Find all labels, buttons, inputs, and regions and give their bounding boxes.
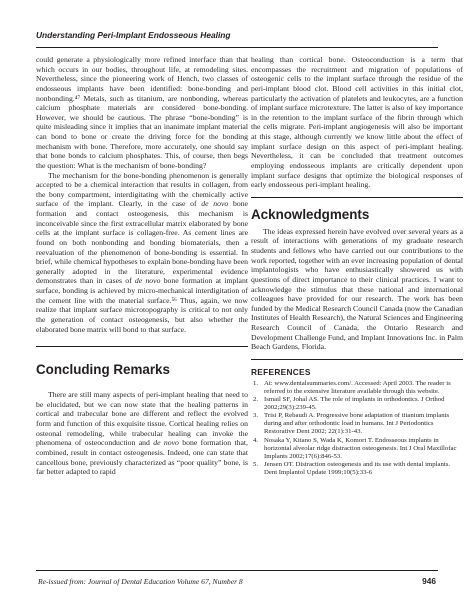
concluding-remarks-heading: Concluding Remarks	[36, 362, 170, 378]
reference-item	[251, 412, 463, 436]
references-list	[251, 380, 463, 477]
acknowledgments-heading: Acknowledgments	[251, 206, 370, 222]
running-header-title: Understanding Peri-Implant Endosseous Healing	[36, 30, 231, 40]
reference-number: 5.	[253, 460, 259, 468]
reference-number: 2.	[253, 396, 259, 404]
left-paragraph-1: could generate a physiologically more refined interface than that which occurs in our bodies, throughout life, at remodeling sites. Nevertheless, since the pioneering work of Hench, two classes of endosseous implants have been identified: bone-bonding and nonbonding.⁴⁷ Metals, such as titanium, are nonbonding, whereas calcium phosphate materials are considered bone-bonding. However, we should be cautious. The phrase “bone-bonding” is quite misleading since it implies that an inanimate implant material can bond to bone or create the driving force for the bonding mechanism with bone. Therefore, more accurately, one should say that bone bonds to calcium phosphates. This, of course, then begs the question: What is the mechanism of bone-bonding?	[36, 55, 248, 170]
references-heading: REFERENCES	[251, 366, 311, 377]
reference-text: At: www.dentalsummaries.com/. Accessed: April 2003. The reader is referred to the extensive literature available through this website.	[264, 379, 451, 395]
section-rule	[251, 197, 463, 198]
right-column	[251, 55, 463, 477]
concluding-paragraph: There are still many aspects of peri-implant healing that need to be elucidated, but we can now state that the healing patterns in cortical and trabecular bone are different and reflect the evolved form and function of this exquisite tissue. Cortical healing relies on osteonal remodeling, while trabecular healing can invoke the phenomena of osteoconduction and de novo bone formation that, combined, result in contact osteogenesis. Indeed, one can state that cancellous bone, previously characterized as “poor quality” bone, is far better adapted to rapid	[36, 390, 248, 477]
reference-text: Jensen OT. Distraction osteogenesis and its use with dental implants. Dent Implantol Update 1999;10(5):33-6	[264, 460, 451, 476]
right-paragraph-1: healing than cortical bone. Osteoconduction is a term that encompasses the recruitment and migration of populations of osteogenic cells to the implant surface through the residue of the peri-implant blood clot. Blood cell activities in this initial clot, particularly the activation of platelets and leukocytes, are a function of implant surface microtexture. The latter is also of key importance in the retention to the implant surface of the fibrin through which the cells migrate. Peri-implant angiogenesis will also be important at this stage, although currently we know little about the effect of implant surface design on this aspect of peri-implant healing. Nevertheless, it can be concluded that treatment outcomes employing endosseous implants are critically dependent upon implant surface designs that optimize the biological responses of early endosseous peri-implant healing.	[251, 55, 463, 190]
italic-term: de novo	[153, 438, 179, 448]
reference-number: 3.	[253, 412, 259, 420]
italic-term: de novo	[134, 276, 161, 286]
reference-number: 4.	[253, 436, 259, 444]
header-rule	[36, 47, 438, 48]
reference-number: 1.	[253, 379, 259, 387]
reference-item	[251, 437, 463, 461]
reference-item	[251, 380, 463, 396]
page-number: 946	[422, 576, 436, 586]
reference-item	[251, 461, 463, 477]
acknowledgments-paragraph: The ideas expressed herein have evolved over several years as a result of interactions with generations of my graduate research students and fellows who have carried out our contributions to the work reported, together with an ever increasing population of dental implantologists who have enthusiastically showered us with questions of direct importance to their clinical practices. I want to acknowledge the stimulus that these national and international colleagues have provided for our research. The work has been funded by the Medical Research Council Canada (now the Canadian Institutes of Health Research), the Natural Sciences and Engineering Research Council of Canada, the Ontario Research and Development Challenge Fund, and Implant Innovations Inc. in Palm Beach Gardens, Florida.	[251, 226, 463, 352]
reference-item	[251, 396, 463, 412]
footer-rule	[36, 570, 438, 571]
italic-term: de novo	[201, 199, 229, 209]
section-rule	[36, 346, 248, 347]
footer-source: Re-issued from: Journal of Dental Education Volume 67, Number 8	[38, 577, 243, 586]
reference-text: Nosaka Y, Kitano S, Wada K, Komori T. Endosseous implants in horizontal alveolar ridge distraction osteogenesis. Int J Oral Maxillofac Implants 2002;17(6):846-53.	[264, 436, 457, 460]
left-paragraph-2: The mechanism for the bone-bonding phenomenon is generally accepted to be a chemical interaction that results in collagen, from the bony compartment, interdigitating with the chemically active surface of the implant. Clearly, in the case of de novo bone formation and contact osteogenesis, this mechanism is inconceivable since the first extracellular matrix elaborated by bone cells at the implant surface is collagen-free. As cement lines are found on both nonbonding and bonding biomaterials, then a reevaluation of the phenomenon of bone-bonding is essential. In brief, while chemical hypotheses to explain bone-bonding have been generally adopted in the literature, experimental evidence demonstrates than in cases of de novo bone formation at implant surface, bonding is achieved by micro-mechanical interdigitation of the cement line with the material surface.⁵⁶ Thus, again, we now realize that implant surface microtopography is critical to not only the generation of contact osteogenesis, but also whether the elaborated bone matrix will bond to that surface.	[36, 170, 248, 334]
reference-text: Ismail SF, Johal AS. The role of implants in orthodontics. J Orthod 2002;29(3):239-45.	[264, 396, 445, 412]
references-rule	[251, 359, 463, 360]
left-column	[36, 55, 248, 477]
reference-text: Trisi P, Rebaudi A. Progressive bone adaptation of titanium implants during and after orthodontic load in humans. Int J Periodontics Restorative Dent 2002; 22(1):31-43.	[264, 412, 450, 436]
